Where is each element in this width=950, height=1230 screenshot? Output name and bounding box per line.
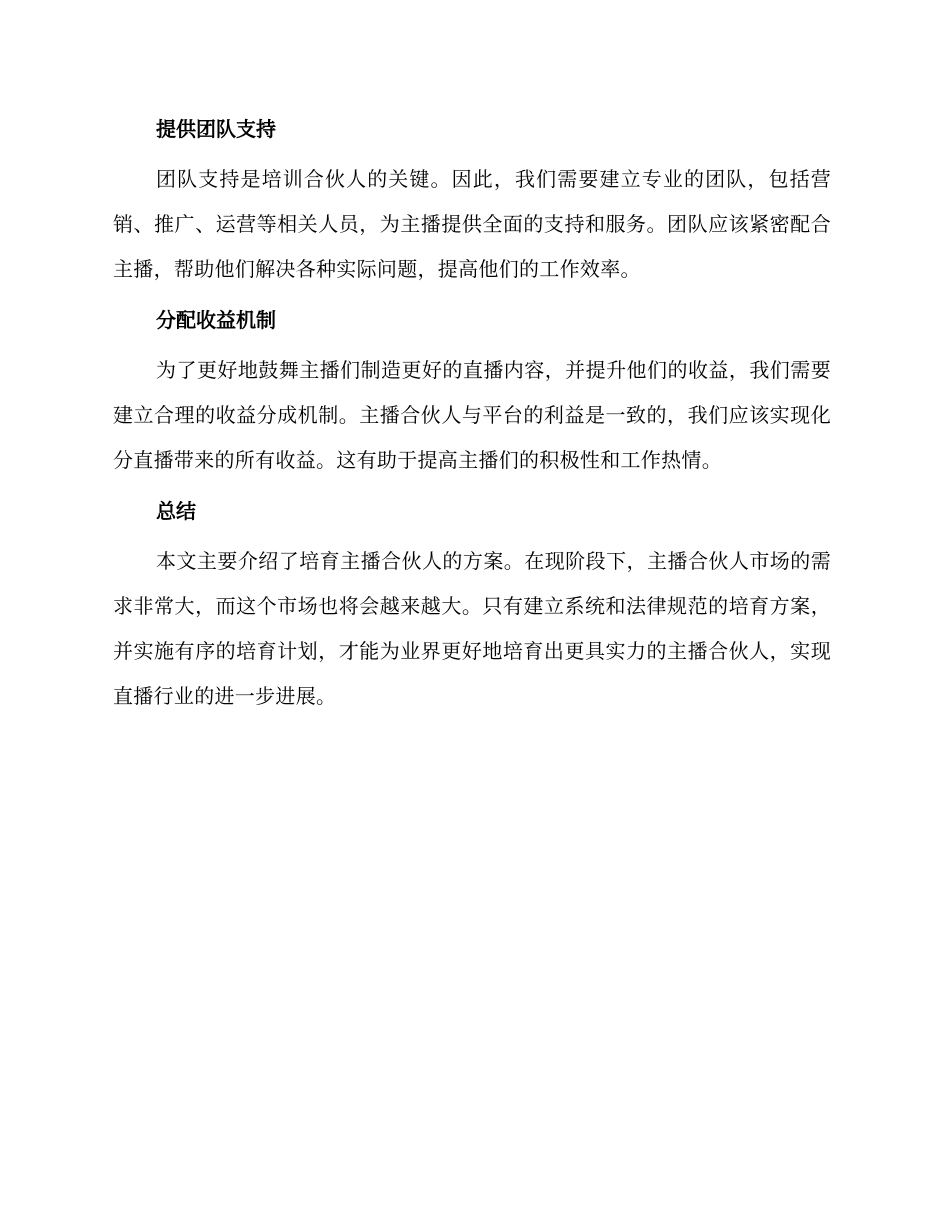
section-team-support bbox=[113, 112, 831, 292]
section-paragraph: 团队支持是培训合伙人的关键。因此，我们需要建立专业的团队，包括营销、推广、运营等相关人员，为主播提供全面的支持和服务。团队应该紧密配合主播，帮助他们解决各种实际问题，提高他们的工作效率。 bbox=[113, 167, 831, 281]
section-heading: 分配收益机制 bbox=[156, 308, 276, 332]
document-body bbox=[113, 112, 831, 730]
section-revenue-sharing bbox=[113, 303, 831, 483]
section-paragraph: 为了更好地鼓舞主播们制造更好的直播内容，并提升他们的收益，我们需要建立合理的收益分成机制。主播合伙人与平台的利益是一致的，我们应该实现化分直播带来的所有收益。这有助于提高主播们的积极性和工作热情。 bbox=[113, 358, 831, 472]
section-summary bbox=[113, 494, 831, 719]
section-heading: 提供团队支持 bbox=[156, 117, 276, 141]
section-heading: 总结 bbox=[156, 499, 196, 523]
section-paragraph: 本文主要介绍了培育主播合伙人的方案。在现阶段下，主播合伙人市场的需求非常大，而这个市场也将会越来越大。只有建立系统和法律规范的培育方案，并实施有序的培育计划，才能为业界更好地培育出更具实力的主播合伙人，实现直播行业的进一步进展。 bbox=[113, 549, 831, 708]
